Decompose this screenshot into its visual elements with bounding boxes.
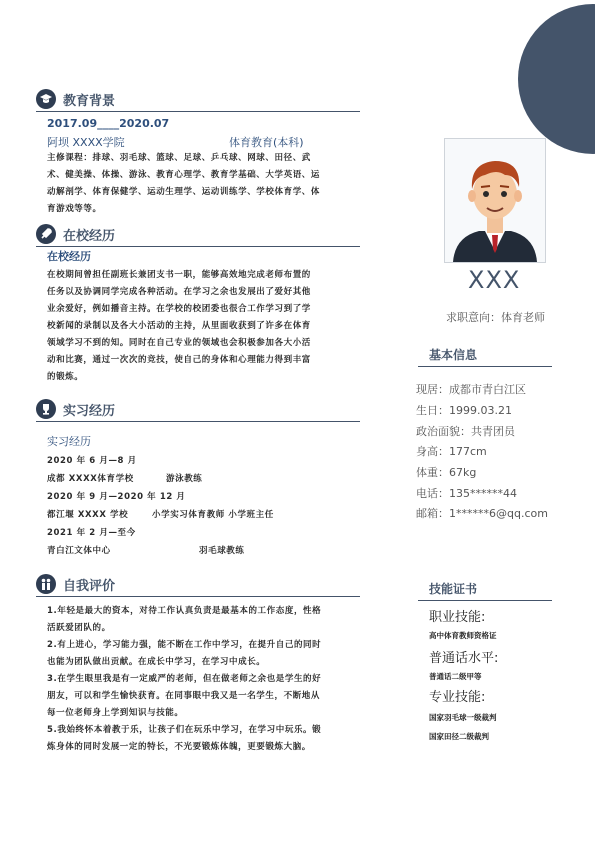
- section-header-internship: [36, 399, 360, 422]
- internship-org: 都江堰 XXXX 学校: [47, 510, 129, 520]
- self-eval-text: 1.年轻是最大的资本，对待工作认真负责是最基本的工作态度，性格 活跃爱团队的。 2.有上进心，学习能力强，能不断在工作中学习，在提升自己的同时 也能为团队做出贡献。在成长中学习，在学习中成长。 3.在学生眼里我是有一定威严的老师，但在做老师之余也是学生的好 朋友，可以和学生愉快获育。在同事眼中我又是一名学生，不断地从 每一位老师身上学到知识与技能。 5.我始终怀本着教于乐，让孩子们在玩乐中学习，在学习中玩乐。锻 炼身体的同时发展一定的特长，不光要锻炼体魄，更要锻炼大脑。: [47, 606, 322, 752]
- people-icon: [36, 574, 56, 594]
- campus-subtitle: 在校经历: [47, 250, 91, 263]
- info-birthday: 生日：1999.03.21: [416, 404, 512, 417]
- info-phone: 电话：135******44: [416, 487, 517, 500]
- section-title: 实习经历: [63, 404, 116, 419]
- internship-org: 青白江文体中心: [47, 546, 111, 556]
- courses-text: 主修课程：排球、羽毛球、篮球、足球、乒乓球、网球、田径、武 术、健美操、体操、游泳、教育心理学、教育学基础、大学英语、运 动解剖学、体育保健学、运动生理学、运动训练学、学校体育学、体 育游戏等等。: [47, 153, 321, 214]
- trophy-icon: [36, 399, 56, 419]
- section-title: 在校经历: [63, 229, 116, 244]
- skill-value: 高中体育教师资格证: [429, 631, 497, 640]
- corner-decoration-circle: [518, 4, 595, 154]
- internship-date: 2021 年 2 月—至今: [47, 528, 136, 538]
- skill-heading: 专业技能:: [429, 690, 486, 705]
- date-end: 2020.07: [119, 117, 170, 130]
- major: 体育教育(本科): [229, 136, 304, 149]
- section-title: 教育背景: [63, 94, 116, 109]
- avatar: [444, 138, 546, 263]
- graduation-cap-icon: [36, 89, 56, 109]
- internship-date: 2020 年 6 月—8 月: [47, 456, 137, 466]
- skills-header: [418, 580, 552, 601]
- internship-role: 小学实习体育教师 小学班主任: [152, 510, 274, 520]
- internship-role: 羽毛球教练: [199, 546, 245, 556]
- internship-org: 成都 XXXX体育学校: [47, 474, 134, 484]
- info-weight: 体重：67kg: [416, 466, 477, 479]
- rocket-icon: [36, 224, 56, 244]
- info-political-status: 政治面貌：共青团员: [416, 425, 515, 438]
- skill-heading: 职业技能:: [429, 610, 486, 625]
- internship-subtitle: 实习经历: [47, 435, 91, 448]
- info-address: 现居：成都市青白江区: [416, 383, 526, 396]
- section-title: 自我评价: [63, 579, 116, 594]
- campus-text: 在校期间曾担任副班长兼团支书一职，能够高效地完成老师布置的 任务以及协调同学完成各种活动。在学习之余也发展出了爱好其他 业余爱好，例如播音主持。在学校的校团委也很合工作学习到了学 校新闻的录制以及各大小活动的主持，从里面收获到了许多在体育 领域学习不到的知。同时在自己专业的领域也会积极参加各大小活 动和比赛，通过一次次的竞技，使自己的身体和心理能力得到丰富 的锻炼。: [47, 270, 311, 382]
- section-title: 基本信息: [429, 348, 478, 362]
- info-email: 邮箱：1******6@qq.com: [416, 507, 548, 520]
- skill-value: 普通话二级甲等: [429, 672, 482, 681]
- education-dates: 2017.09____2020.07: [47, 117, 170, 130]
- info-height: 身高：177cm: [416, 445, 487, 458]
- section-header-self-eval: [36, 574, 360, 597]
- skill-value: 国家田径二级裁判: [429, 732, 489, 741]
- school-name: 阿坝 XXXX学院: [47, 136, 125, 149]
- skill-heading: 普通话水平:: [429, 651, 499, 666]
- skill-value: 国家羽毛球一级裁判: [429, 713, 497, 722]
- date-start: 2017.09: [47, 117, 98, 130]
- section-header-education: [36, 89, 360, 112]
- job-objective: 求职意向：体育老师: [446, 311, 545, 324]
- section-title: 技能证书: [429, 582, 478, 596]
- person-name: XXX: [468, 266, 521, 294]
- section-header-campus: [36, 224, 360, 247]
- internship-date: 2020 年 9 月—2020 年 12 月: [47, 492, 186, 502]
- internship-role: 游泳教练: [166, 474, 203, 484]
- basic-info-header: [418, 346, 552, 367]
